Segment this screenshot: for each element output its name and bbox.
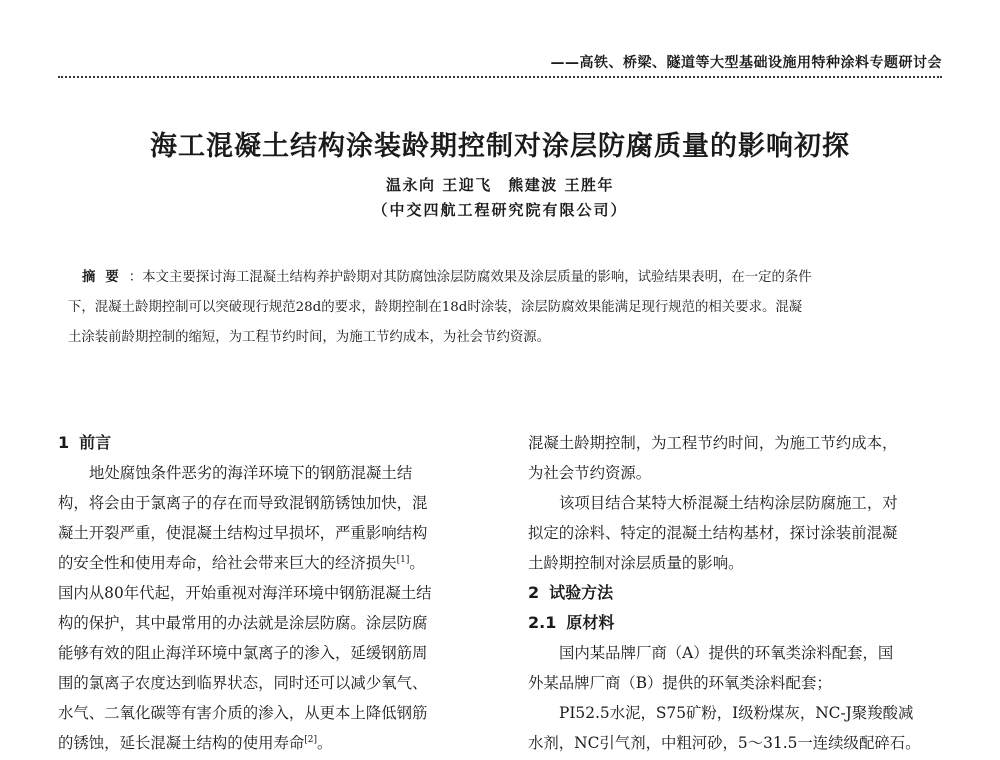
section-number: 2 — [528, 583, 540, 602]
punctuation: 。 — [409, 554, 425, 572]
section-number: 2.1 — [528, 613, 557, 632]
abstract-line — [68, 262, 936, 293]
section-title: 原材料 — [566, 613, 615, 632]
paper-affiliation: （中交四航工程研究院有限公司） — [372, 201, 628, 219]
subsection-heading-2-1 — [528, 608, 942, 638]
section-title: 前言 — [79, 433, 112, 452]
paragraph-line: 地处腐蚀条件恶劣的海洋环境下的钢筋混凝土结 — [89, 464, 413, 482]
section-title: 试验方法 — [549, 583, 614, 602]
paragraph-line: 水气、二氧化碳等有害介质的渗入，从更本上降低钢筋 — [58, 704, 428, 722]
paragraph-line: 水剂，NC引气剂，中粗河砂，5～31.5一连续级配碎石。 — [528, 734, 921, 752]
paragraph-line: 凝土开裂严重，使混凝土结构过早损坏，严重影响结构 — [58, 524, 428, 542]
punctuation: 。 — [317, 734, 333, 752]
citation-ref-2: [2] — [304, 734, 318, 745]
paragraph-line: 构，将会由于氯离子的存在而导致混钢筋锈蚀加快，混 — [58, 494, 428, 512]
section-heading-2 — [528, 578, 942, 608]
section-heading-1 — [58, 428, 472, 458]
abstract-line: 下，混凝土龄期控制可以突破现行规范28d的要求，龄期控制在18d时涂装，涂层防腐效果能满足现行规范的相关要求。混凝 — [68, 300, 803, 315]
citation-ref-1: [1] — [396, 554, 410, 565]
header-divider — [58, 76, 942, 78]
paragraph-line: 外某品牌厂商（B）提供的环氧类涂料配套； — [528, 674, 832, 692]
abstract — [68, 262, 936, 353]
paragraph-line: PI52.5水泥，S75矿粉，I级粉煤灰，NC-J聚羧酸减 — [559, 704, 914, 722]
paragraph-line: 国内某品牌厂商（A）提供的环氧类涂料配套，国 — [559, 644, 894, 662]
paragraph-line: 该项目结合某特大桥混凝土结构涂层防腐施工，对 — [559, 494, 898, 512]
paragraph-line: 混凝土龄期控制，为工程节约时间，为施工节约成本， — [528, 434, 898, 452]
left-column — [58, 428, 472, 758]
conference-header: ——高铁、桥梁、隧道等大型基础设施用特种涂料专题研讨会 — [550, 55, 942, 71]
paragraph-text: 的锈蚀，延长混凝土结构的使用寿命 — [58, 734, 305, 752]
paragraph-line: 能够有效的阻止海洋环境中氯离子的渗入，延缓钢筋周 — [58, 644, 428, 662]
right-column — [528, 428, 942, 758]
paragraph-line: 土龄期控制对涂层质量的影响。 — [528, 554, 744, 572]
section-number: 1 — [58, 433, 70, 452]
abstract-line: 土涂装前龄期控制的缩短，为工程节约时间，为施工节约成本，为社会节约资源。 — [68, 330, 551, 345]
abstract-text: ：本文主要探讨海工混凝土结构养护龄期对其防腐蚀涂层防腐效果及涂层质量的影响，试验结果表明，在一定的条件 — [128, 270, 812, 285]
paragraph-line — [58, 548, 472, 578]
paragraph-line: 构的保护，其中最常用的办法就是涂层防腐。涂层防腐 — [58, 614, 428, 632]
paragraph-line: 围的氯离子农度达到临界状态，同时还可以减少氧气、 — [58, 674, 428, 692]
abstract-label: 摘要 — [82, 269, 129, 285]
paragraph-text: 的安全性和使用寿命，给社会带来巨大的经济损失 — [58, 554, 397, 572]
paragraph-line: 为社会节约资源。 — [528, 464, 652, 482]
paragraph-line — [58, 728, 472, 758]
paragraph-line: 拟定的涂料、特定的混凝土结构基材，探讨涂装前混凝 — [528, 524, 898, 542]
paper-authors: 温永向 王迎飞 熊建波 王胜年 — [386, 176, 614, 194]
paragraph-line: 国内从80年代起，开始重视对海洋环境中钢筋混凝土结 — [58, 584, 432, 602]
paper-title: 海工混凝土结构涂装龄期控制对涂层防腐质量的影响初探 — [150, 131, 850, 162]
